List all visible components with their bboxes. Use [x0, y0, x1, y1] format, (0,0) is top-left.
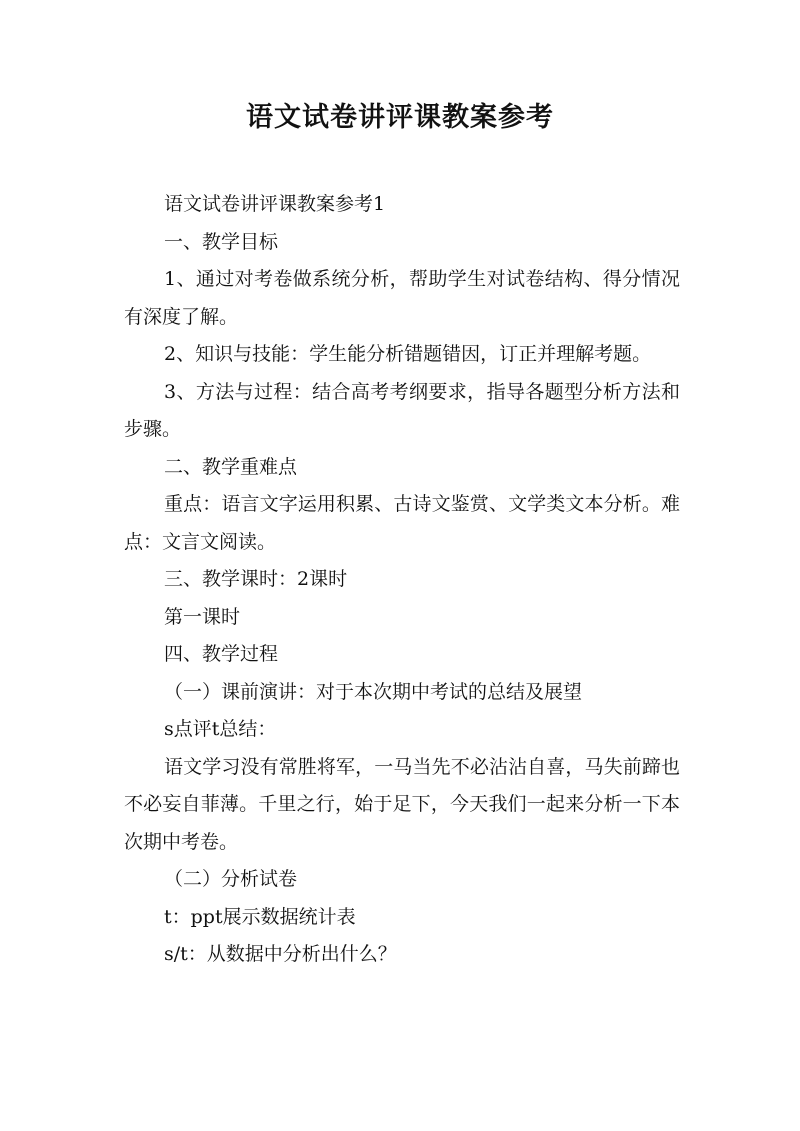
paragraph-objective-1: 1、通过对考卷做系统分析，帮助学生对试卷结构、得分情况有深度了解。 — [124, 268, 680, 328]
paragraph-question: s/t：从数据中分析出什么？ — [164, 943, 397, 965]
paragraph-section-process: 四、教学过程 — [164, 643, 279, 665]
paragraph-comment-body: 语文学习没有常胜将军，一马当先不必沾沾自喜，马失前蹄也不必妄自菲薄。千里之行，始于足下，今天我们一起来分析一下本次期中考卷。 — [124, 755, 680, 853]
document-title: 语文试卷讲评课教案参考 — [246, 102, 554, 133]
paragraph-ppt: t：ppt展示数据统计表 — [164, 905, 356, 928]
paragraph-key-points: 重点：语言文字运用积累、古诗文鉴赏、文学类文本分析。难点：文言文阅读。 — [124, 493, 680, 553]
paragraph-section-objectives: 一、教学目标 — [164, 230, 279, 253]
paragraph-section-periods: 三、教学课时：2课时 — [164, 568, 348, 590]
paragraph-comment: s点评t总结： — [164, 718, 277, 740]
paragraph-objective-2: 2、知识与技能：学生能分析错题错因，订正并理解考题。 — [164, 343, 652, 365]
paragraph-step-2: （二）分析试卷 — [164, 868, 298, 890]
paragraph-first-period: 第一课时 — [164, 605, 241, 628]
document-body — [124, 186, 680, 974]
paragraph-heading-1: 语文试卷讲评课教案参考1 — [164, 193, 386, 215]
paragraph-section-key-points: 二、教学重难点 — [164, 455, 298, 478]
paragraph-objective-3: 3、方法与过程：结合高考考纲要求，指导各题型分析方法和步骤。 — [124, 380, 680, 440]
paragraph-step-1: （一）课前演讲：对于本次期中考试的总结及展望 — [164, 680, 583, 703]
